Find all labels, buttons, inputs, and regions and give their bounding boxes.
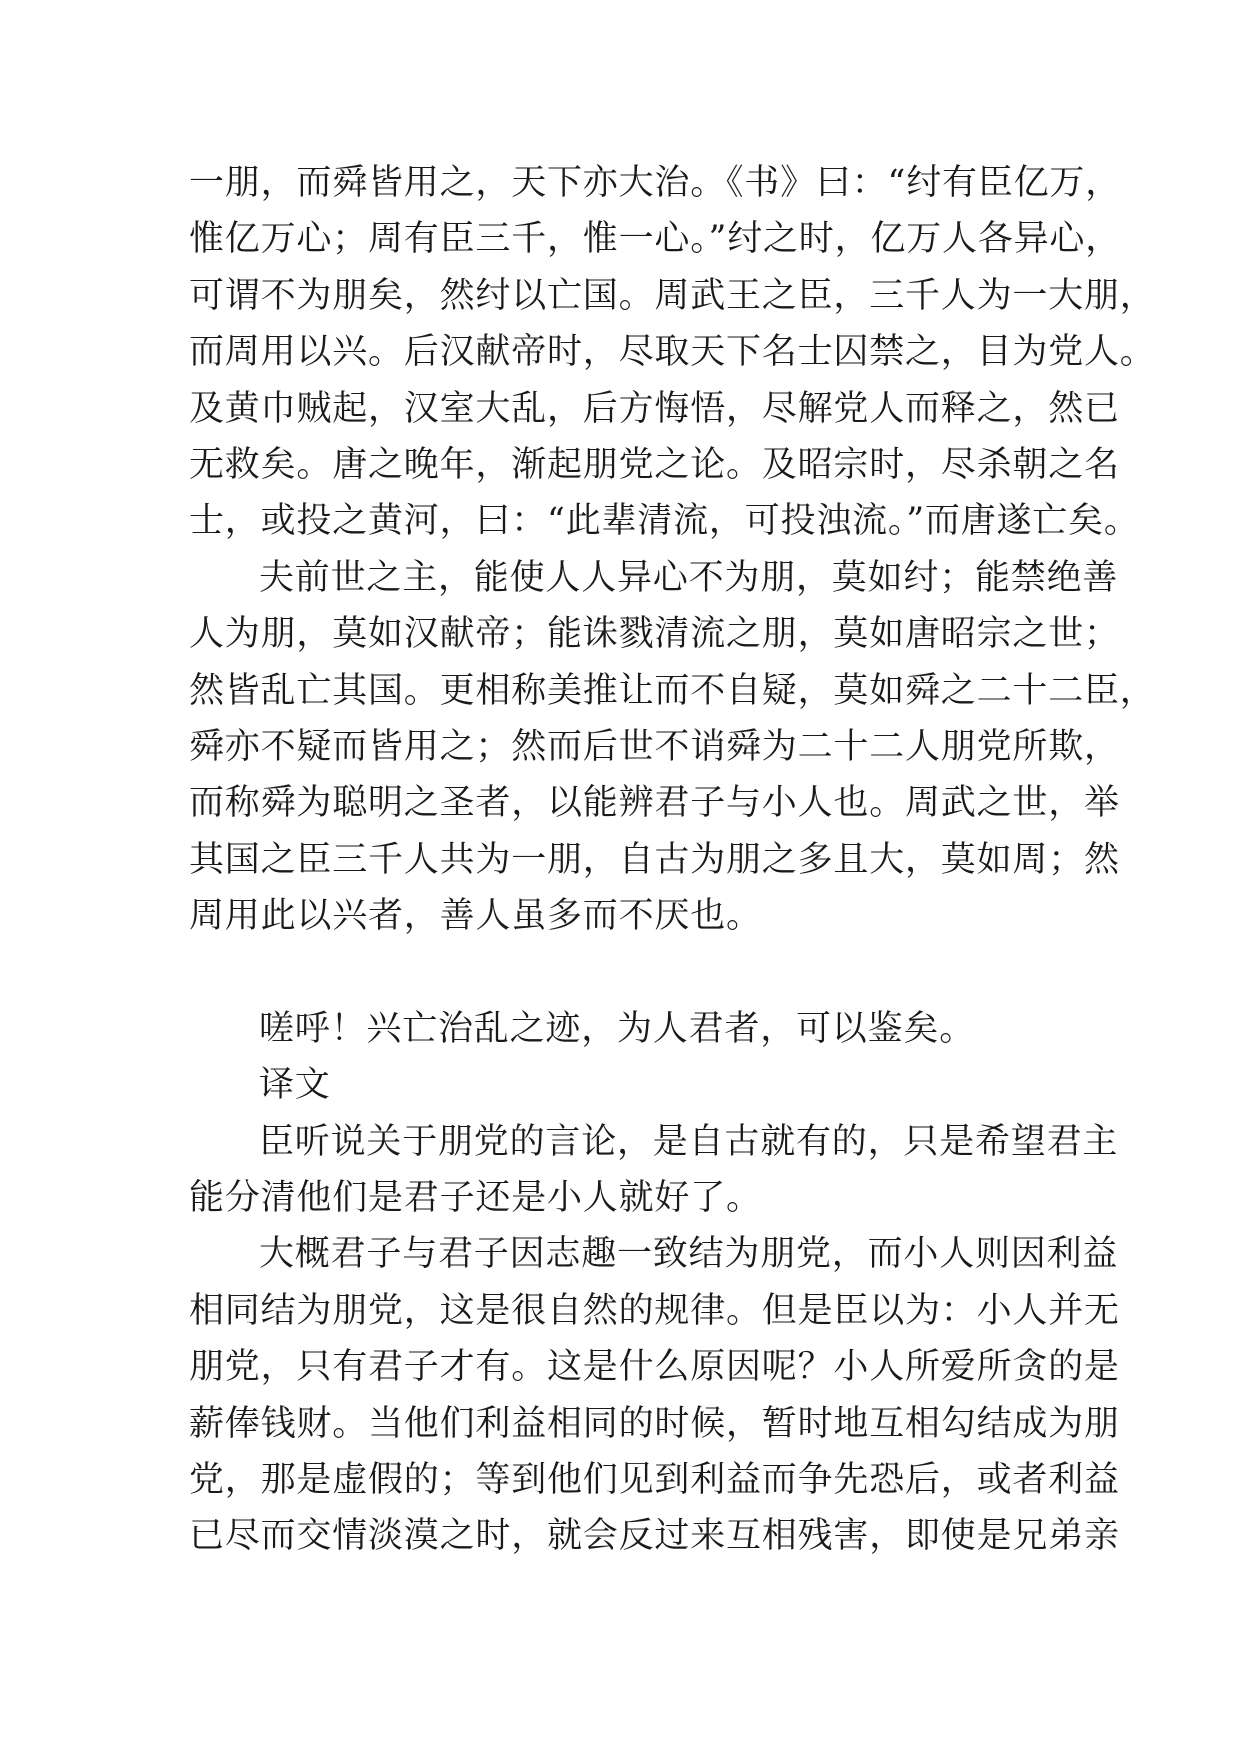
text-line: 朋党，只有君子才有。这是什么原因呢？小人所爱所贪的是 bbox=[189, 1347, 1120, 1388]
text-line: 已尽而交情淡漠之时，就会反过来互相残害，即使是兄弟亲 bbox=[189, 1516, 1120, 1557]
text-line: 党，那是虚假的；等到他们见到利益而争先恐后，或者利益 bbox=[189, 1459, 1120, 1500]
text-line: 无救矣。唐之晚年，渐起朋党之论。及昭宗时，尽杀朝之名 bbox=[189, 444, 1120, 485]
text-line: 然皆乱亡其国。更相称美推让而不自疑，莫如舜之二十二臣， bbox=[189, 670, 1156, 711]
text-line: 嗟呼！兴亡治乱之迹，为人君者，可以鉴矣。 bbox=[259, 1008, 976, 1049]
text-line: 相同结为朋党，这是很自然的规律。但是臣以为：小人并无 bbox=[189, 1290, 1120, 1331]
paragraph-1 bbox=[189, 155, 1156, 550]
section-heading-translation bbox=[189, 1057, 1049, 1113]
text-line: 舜亦不疑而皆用之；然而后世不诮舜为二十二人朋党所欺， bbox=[189, 726, 1120, 767]
text-line: 可谓不为朋矣，然纣以亡国。周武王之臣，三千人为一大朋， bbox=[189, 275, 1156, 316]
text-line: 能分清他们是君子还是小人就好了。 bbox=[189, 1178, 762, 1219]
paragraph-5 bbox=[189, 1114, 1119, 1227]
text-line: 夫前世之主，能使人人异心不为朋，莫如纣；能禁绝善 bbox=[259, 557, 1119, 598]
body-text bbox=[189, 155, 1156, 1565]
text-line: 而周用以兴。后汉献帝时，尽取天下名士囚禁之，目为党人。 bbox=[189, 332, 1156, 373]
paragraph-6 bbox=[189, 1226, 1120, 1564]
text-line: 大概君子与君子因志趣一致结为朋党，而小人则因利益 bbox=[259, 1234, 1119, 1275]
text-line: 人为朋，莫如汉献帝；能诛戮清流之朋，莫如唐昭宗之世； bbox=[189, 614, 1120, 655]
heading-text: 译文 bbox=[259, 1065, 331, 1106]
text-line: 其国之臣三千人共为一朋，自古为朋之多且大，莫如周；然 bbox=[189, 839, 1120, 880]
text-line: 薪俸钱财。当他们利益相同的时候，暂时地互相勾结成为朋 bbox=[189, 1403, 1120, 1444]
text-line: 士，或投之黄河，曰：“此辈清流，可投浊流。”而唐遂亡矣。 bbox=[189, 501, 1140, 542]
text-line: 惟亿万心；周有臣三千，惟一心。”纣之时，亿万人各异心， bbox=[189, 219, 1121, 260]
text-line bbox=[189, 944, 1049, 1000]
paragraph-2 bbox=[189, 550, 1156, 1001]
text-line: 周用此以兴者，善人虽多而不厌也。 bbox=[189, 896, 762, 937]
text-line: 及黄巾贼起，汉室大乱，后方悔悟，尽解党人而释之，然已 bbox=[189, 388, 1120, 429]
text-line: 而称舜为聪明之圣者，以能辨君子与小人也。周武之世，举 bbox=[189, 783, 1120, 824]
text-line: 一朋，而舜皆用之，天下亦大治。《书》曰：“纣有臣亿万， bbox=[189, 163, 1121, 203]
paragraph-3 bbox=[189, 1001, 1049, 1057]
text-line: 臣听说关于朋党的言论，是自古就有的，只是希望君主 bbox=[259, 1121, 1119, 1162]
